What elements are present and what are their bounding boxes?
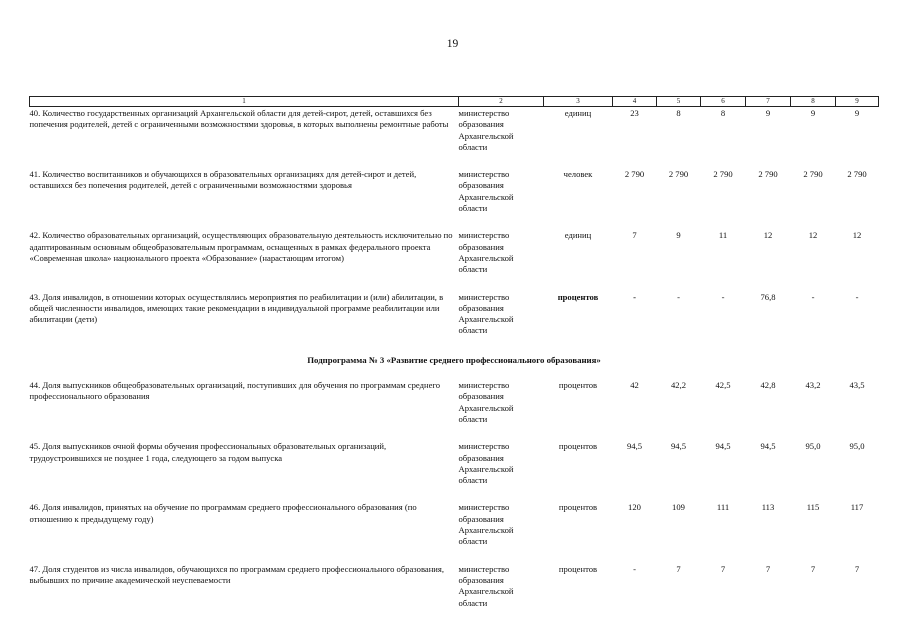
value-cell: 94,5	[626, 441, 643, 452]
responsible-executor: министерство образования Архангельской области	[458, 380, 514, 424]
value-cell: 11	[718, 230, 728, 241]
responsible-executor: министерство образования Архангельской области	[458, 230, 514, 275]
value-cell: 43,5	[849, 380, 865, 391]
table-row	[30, 380, 879, 441]
table-row	[30, 441, 879, 502]
value-cell: 2 790	[847, 169, 867, 180]
value-cell: 115	[806, 502, 820, 513]
value-cell: 2 790	[803, 169, 823, 180]
table-row	[30, 169, 879, 230]
value-cell: 42	[630, 380, 639, 391]
table-row	[30, 107, 879, 170]
value-cell: 9	[676, 230, 681, 241]
table-row	[30, 230, 879, 291]
value-cell: -	[721, 291, 725, 302]
value-cell: 109	[672, 502, 685, 513]
value-cell: 43,2	[805, 380, 821, 391]
value-cell: 7	[720, 563, 726, 574]
responsible-executor: министерство образования Архангельской области	[458, 108, 514, 152]
value-cell: 42,5	[715, 380, 731, 391]
value-cell: -	[855, 291, 859, 302]
indicator-name: 41. Количество воспитанников и обучающихся в образовательных организациях для детей-сирот и детей, оставшихся без попечения родителей, детей с ограниченными возможностями здоровья	[29, 169, 417, 191]
col-header-9: 9	[836, 97, 879, 107]
unit-of-measure: процентов	[558, 441, 598, 452]
value-cell: 12	[852, 230, 862, 241]
table-row	[30, 292, 879, 353]
value-cell: 120	[628, 502, 641, 513]
responsible-executor: министерство образования Архангельской области	[458, 563, 514, 608]
value-cell: 94,5	[715, 441, 731, 452]
value-cell: 7	[632, 230, 637, 241]
value-cell: 111	[716, 502, 730, 513]
indicators-table	[29, 96, 879, 625]
unit-of-measure: процентов	[558, 380, 598, 391]
value-cell: 9	[810, 108, 816, 118]
subprogram-heading-row	[30, 353, 879, 380]
value-cell: 42,2	[670, 380, 687, 391]
value-cell: 8	[676, 108, 681, 118]
indicator-name: 43. Доля инвалидов, в отношении которых осуществлялись мероприятия по реабилитации и (или) абилитации, в общей численности инвалидов, имеющих такие рекомендации в индивидуальной программе реабилитации или абилитации (дети)	[29, 291, 444, 325]
value-cell: 2 790	[713, 169, 733, 180]
unit-of-measure: человек	[563, 169, 593, 180]
value-cell: 95,0	[805, 441, 821, 452]
value-cell: 9	[854, 108, 860, 118]
table-row	[30, 564, 879, 625]
col-header-5: 5	[657, 97, 701, 107]
value-cell: 12	[808, 230, 818, 241]
value-cell: 8	[720, 108, 726, 118]
value-cell: -	[633, 563, 636, 574]
value-cell: 7	[854, 563, 860, 574]
indicator-name: 44. Доля выпускников общеобразовательных организаций, поступивших для обучения по программам среднего профессионального образования	[29, 380, 440, 402]
value-cell: 9	[765, 108, 771, 118]
value-cell: 76,8	[760, 291, 776, 302]
responsible-executor: министерство образования Архангельской области	[458, 291, 514, 336]
unit-of-measure: процентов	[558, 563, 598, 574]
value-cell: 113	[761, 502, 775, 513]
table-row	[30, 502, 879, 563]
col-header-6: 6	[701, 97, 746, 107]
col-header-3: 3	[544, 97, 613, 107]
col-header-1: 1	[30, 97, 459, 107]
page-number: 19	[446, 38, 459, 50]
value-cell: 95,0	[849, 441, 865, 452]
column-number-header	[30, 97, 879, 107]
value-cell: 94,5	[760, 441, 776, 452]
value-cell: 23	[630, 108, 639, 118]
value-cell: -	[677, 291, 680, 302]
col-header-8: 8	[791, 97, 836, 107]
value-cell: 117	[850, 502, 864, 513]
value-cell: 7	[765, 563, 771, 574]
value-cell: -	[633, 291, 636, 302]
unit-of-measure: процентов	[557, 291, 599, 302]
responsible-executor: министерство образования Архангельской области	[458, 169, 514, 214]
value-cell: 2 790	[758, 169, 778, 180]
unit-of-measure: единиц	[564, 108, 592, 118]
value-cell: 2 790	[668, 169, 689, 180]
col-header-2: 2	[459, 97, 544, 107]
value-cell: -	[811, 291, 815, 302]
indicator-name: 42. Количество образовательных организаций, осуществляющих образовательную деятельность исключительно по адаптированным основным общеобразовательным программам, оснащенных в рамках федерального проекта «Современная школа» национального проекта «Образование» (нарастающим итогом)	[29, 230, 453, 263]
value-cell: 7	[676, 563, 681, 574]
indicator-name: 47. Доля студентов из числа инвалидов, обучающихся по программам среднего профессионального образования, выбывших по причине академической неуспеваемости	[29, 563, 445, 585]
unit-of-measure: единиц	[564, 230, 592, 241]
indicator-name: 46. Доля инвалидов, принятых на обучение по программам среднего профессионального образования (по отношению к предыдущему году)	[29, 502, 417, 524]
value-cell: 12	[763, 230, 773, 241]
value-cell: 42,8	[760, 380, 776, 391]
indicator-name: 45. Доля выпускников очной формы обучения профессиональных образовательных организаций, трудоустроившихся не позднее 1 года, следующего за годом выпуска	[29, 441, 387, 463]
subprogram-title: Подпрограмма № 3 «Развитие среднего профессионального образования»	[307, 354, 601, 365]
value-cell: 7	[810, 563, 816, 574]
responsible-executor: министерство образования Архангельской области	[458, 441, 514, 486]
responsible-executor: министерство образования Архангельской области	[458, 502, 514, 547]
value-cell: 2 790	[624, 169, 645, 180]
col-header-7: 7	[746, 97, 791, 107]
unit-of-measure: процентов	[558, 502, 598, 513]
col-header-4: 4	[613, 97, 657, 107]
indicator-name: 40. Количество государственных организаций Архангельской области для детей-сирот, детей, оставшихся без попечения родителей, детей с ограниченными возможностями здоровья, в которых выполнены ремонтные работы	[29, 108, 449, 130]
value-cell: 94,5	[670, 441, 687, 452]
